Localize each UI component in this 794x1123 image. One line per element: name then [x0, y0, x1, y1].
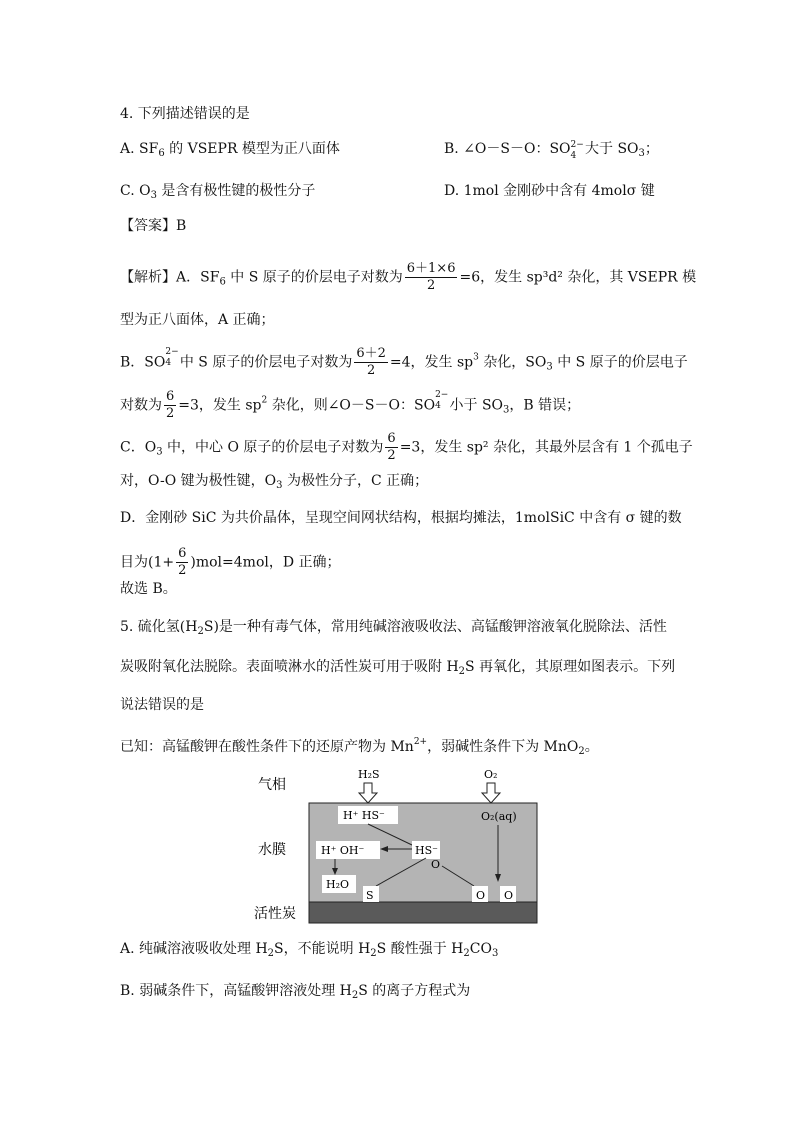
sulfur-label: S: [366, 889, 374, 902]
q5-given: 已知：高锰酸钾在酸性条件下的还原产物为 $Mn^{2+}$，弱碱性条件下为 MnO$_2$。: [120, 737, 599, 757]
hp-hs-label: H⁺ HS⁻: [343, 809, 385, 822]
label-water-film: 水膜: [258, 842, 286, 858]
q5-stem-line2: 炭吸附氧化法脱除。表面喷淋水的活性炭可用于吸附 $H_2S$ 再氧化，其原理如图表示。下列: [120, 659, 676, 677]
oxygen-label-2: O: [504, 889, 514, 902]
fraction: $\frac{6}{2}$: [387, 431, 396, 463]
q4-option-a: A. $SF_6$ 的 VSEPR 模型为正八面体: [120, 141, 340, 159]
q4-stem: 4. 下列描述错误的是: [120, 106, 250, 122]
q4-analysis-c-cont: 对，O-O 键为极性键，$O_3$ 为极性分子，C 正确；: [120, 473, 429, 491]
q5-stem-line3: 说法错误的是: [120, 697, 204, 713]
label-activated-carbon: 活性炭: [254, 906, 296, 922]
q4-analysis-b-cont: 对数为 $\frac{6}{2}$ =3，发生 $sp^2$ 杂化，则∠O－S－O：SO 2− 4 小于 $SO_3$，B 错误；: [120, 389, 581, 421]
q4-analysis-a: 【解析】A．$SF_6$ 中 S 原子的价层电子对数为 $\frac{6+1\times 6}{2}$ =6，发生 sp³d² 杂化，其 VSEPR 模: [120, 261, 697, 293]
fraction: $\frac{6+2}{2}$: [356, 346, 386, 378]
q4-analysis-c: C．$O_3$ 中，中心 O 原子的价层电子对数为 $\frac{6}{2}$ =3，发生 sp² 杂化，其最外层含有 1 个孤电子: [120, 431, 693, 463]
fraction: $\frac{6}{2}$: [178, 546, 187, 578]
q4-analysis-d-cont: 目为(1+ $\frac{6}{2}$ )mol=4mol，D 正确；: [120, 546, 341, 578]
q5-option-a: A. 纯碱溶液吸收处理 $H_2S$，不能说明 $H_2S$ 酸性强于 $H_2CO_3$: [120, 941, 499, 959]
activated-carbon-diagram: [252, 762, 542, 927]
hs-label: HS⁻: [415, 844, 438, 857]
o2aq-label: O₂(aq): [481, 810, 517, 823]
q4-conclusion: 故选 B。: [120, 581, 177, 597]
q4-analysis-a-cont: 型为正八面体，A 正确；: [120, 312, 275, 328]
fraction: $\frac{6+1\times 6}{2}$: [406, 261, 456, 293]
q4-answer: 【答案】B: [120, 218, 187, 234]
oxygen-label-1: O: [476, 889, 486, 902]
o2-arrow-icon: [482, 783, 500, 803]
q4-option-c: C. $O_3$ 是含有极性键的极性分子: [120, 183, 316, 201]
q4-option-d: D. 1mol 金刚砂中含有 4molσ 键: [444, 183, 655, 199]
carbon-layer: [309, 902, 537, 923]
fraction: $\frac{6}{2}$: [166, 389, 175, 421]
h2s-arrow-icon: [359, 783, 377, 803]
q4-analysis-d: D．金刚砂 SiC 为共价晶体，呈现空间网状结构，根据均摊法，1molSiC 中含有 σ 键的数: [120, 510, 682, 526]
h2o-label: H₂O: [326, 878, 350, 891]
q4-analysis-b: B．SO 2− 4 中 S 原子的价层电子对数为 $\frac{6+2}{2}$ =4，发生 $sp^3$ 杂化，$SO_3$ 中 S 原子的价层电子: [120, 346, 688, 378]
hp-oh-label: H⁺ OH⁻: [321, 844, 365, 857]
h2s-label: H₂S: [358, 768, 380, 781]
label-gas-phase: 气相: [258, 777, 286, 793]
q4-option-b: B. ∠O－S－O：SO 2− 4 大于 $SO_3$；: [444, 140, 659, 161]
q5-stem-line1: 5. 硫化氢$(H_2S)$是一种有毒气体，常用纯碱溶液吸收法、高锰酸钾溶液氧化脱除法、活性: [120, 619, 667, 637]
o2-label: O₂: [484, 768, 498, 781]
adsorbed-o-label: O: [431, 858, 441, 871]
q5-option-b: B. 弱碱条件下，高锰酸钾溶液处理 $H_2S$ 的离子方程式为: [120, 983, 471, 1001]
